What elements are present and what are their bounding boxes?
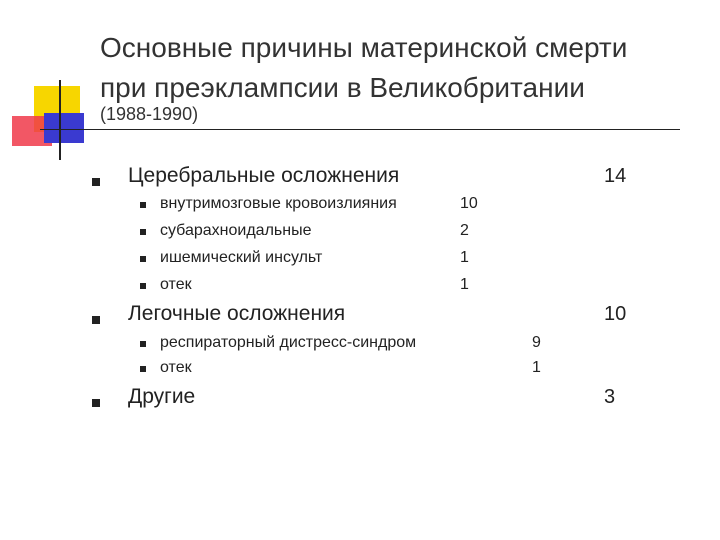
slide-subtitle: (1988-1990) (100, 104, 199, 124)
list-item-count: 9 (532, 334, 541, 351)
bullet-icon (140, 229, 146, 235)
bullet-icon (140, 256, 146, 262)
section-label-cerebral: Церебральные осложнения (128, 164, 400, 187)
list-item-label: респираторный дистресс-синдром (160, 334, 417, 351)
section-label-other: Другие (128, 385, 196, 408)
bullet-icon (92, 399, 100, 407)
list-item-label: субарахноидальные (160, 222, 312, 239)
bullet-icon (140, 366, 146, 372)
list-item-count: 1 (460, 276, 469, 293)
bullet-icon (92, 316, 100, 324)
list-item-label: отек (160, 359, 192, 376)
bullet-icon (140, 202, 146, 208)
list-item-count: 1 (460, 249, 469, 266)
slide-title-line-2: при преэклампсии в Великобритании (100, 72, 585, 103)
decor-vertical-line (59, 80, 61, 160)
section-label-pulmonary: Легочные осложнения (128, 302, 346, 325)
section-count-other: 3 (604, 386, 616, 408)
slide-title-line-1: Основные причины материнской смерти (100, 32, 628, 63)
bullet-icon (140, 283, 146, 289)
section-count-cerebral: 14 (604, 165, 627, 187)
list-item-label: внутримозговые кровоизлияния (160, 195, 397, 212)
list-item-count: 10 (460, 195, 478, 212)
list-item-label: отек (160, 276, 192, 293)
section-count-pulmonary: 10 (604, 303, 627, 325)
list-item-label: ишемический инсульт (160, 249, 323, 266)
list-item-count: 2 (460, 222, 469, 239)
bullet-icon (92, 178, 100, 186)
bullet-icon (140, 341, 146, 347)
decor-horizontal-line (40, 129, 680, 130)
list-item-count: 1 (532, 359, 541, 376)
slide-title (100, 28, 627, 108)
decor-blue-square (44, 113, 84, 143)
